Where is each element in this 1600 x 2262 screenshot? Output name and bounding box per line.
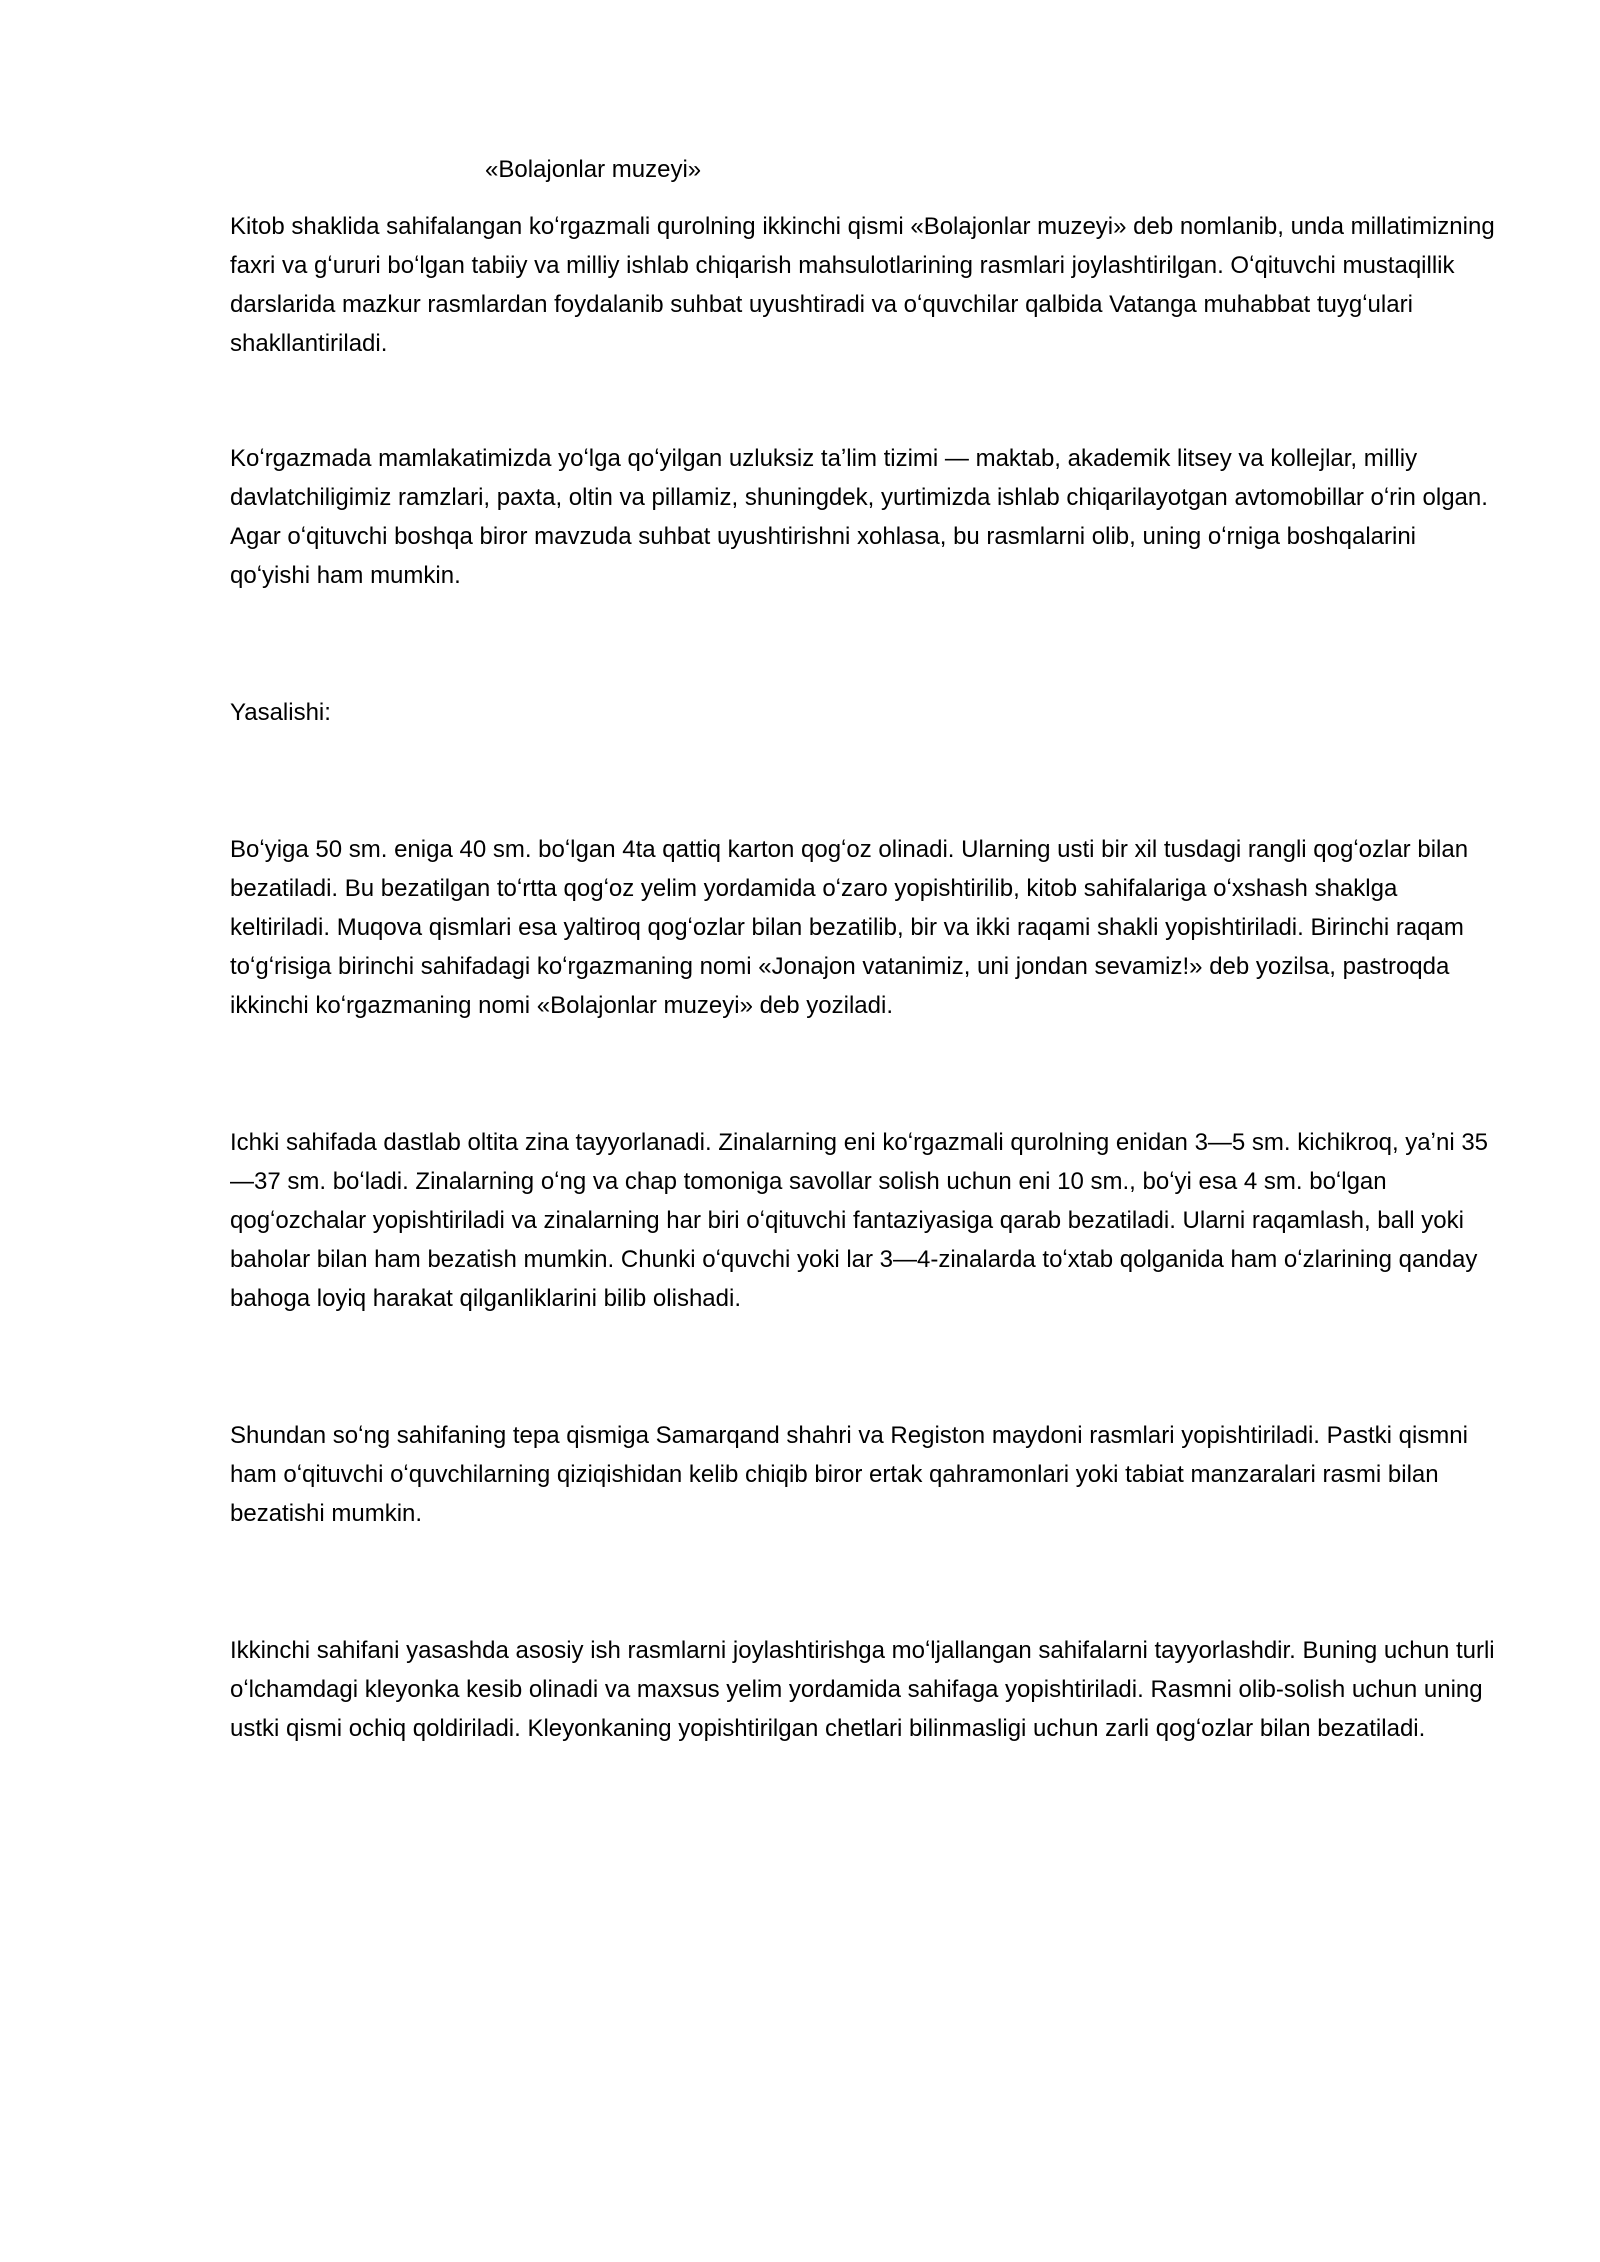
paragraph-top-section: Shundan soʻng sahifaning tepa qismiga Samarqand shahri va Registon maydoni rasmlari yopishtiriladi. Pastki qismni ham oʻqituvchi oʻquvchilarning qiziqishidan kelib chiqib biror ertak qahramonlari yoki tabiat manzaralari rasmi bilan bezatishi mumkin. [230, 1422, 1468, 1527]
paragraph-inner-page: Ichki sahifada dastlab oltita zina tayyorlanadi. Zinalarning eni koʻrgazmali qurolning enidan 3—5 sm. kichikroq, yaʼni 35—37 sm. boʻladi. Zinalarning oʻng va chap tomoniga savollar solish uchun eni 10 sm., boʻyi esa 4 sm. boʻlgan qogʻozchalar yopishtiriladi va zinalarning har biri oʻqituvchi fantaziyasiga qarab bezatiladi. Ularni raqamlash, ball yoki baholar bilan ham bezatish mumkin. Chunki oʻquvchi yoki lar 3—4-zinalarda toʻxtab qolganida ham oʻzlarining qanday bahoga loyiq harakat qilganliklarini bilib olishadi. [230, 1129, 1489, 1312]
document-body [230, 150, 1500, 1748]
document-title: «Bolajonlar muzeyi» [485, 156, 702, 183]
section-heading-yasalishi: Yasalishi: [230, 699, 331, 726]
paragraph-intro: Kitob shaklida sahifalangan koʻrgazmali qurolning ikkinchi qismi «Bolajonlar muzeyi» deb nomlanib, unda millatimizning faxri va gʻururi boʻlgan tabiiy va milliy ishlab chiqarish mahsulotlarining rasmlari joylashtirilgan. Oʻqituvchi mustaqillik darslarida mazkur rasmlardan foydalanib suhbat uyushtiradi va oʻquvchilar qalbida Vatanga muhabbat tuygʻulari shakllantiriladi. [230, 213, 1495, 357]
paragraph-second-page: Ikkinchi sahifani yasashda asosiy ish rasmlarni joylashtirishga moʻljallangan sahifalarni tayyorlashdir. Buning uchun turli oʻlchamdagi kleyonka kesib olinadi va maxsus yelim yordamida sahifaga yopishtiriladi. Rasmni olib-solish uchun uning ustki qismi ochiq qoldiriladi. Kleyonkaning yopishtirilgan chetlari bilinmasligi uchun zarli qogʻozlar bilan bezatiladi. [230, 1637, 1495, 1742]
paragraph-exhibit-content: Koʻrgazmada mamlakatimizda yoʻlga qoʻyilgan uzluksiz taʼlim tizimi — maktab, akademik litsey va kollejlar, milliy davlatchiligimiz ramzlari, paxta, oltin va pillamiz, shuningdek, yurtimizda ishlab chiqarilayotgan avtomobillar oʻrin olgan. Agar oʻqituvchi boshqa biror mavzuda suhbat uyushtirishni xohlasa, bu rasmlarni olib, uning oʻrniga boshqalarini qoʻyishi ham mumkin. [230, 445, 1488, 589]
paragraph-construction: Boʻyiga 50 sm. eniga 40 sm. boʻlgan 4ta qattiq karton qogʻoz olinadi. Ularning usti bir xil tusdagi rangli qogʻozlar bilan bezatiladi. Bu bezatilgan toʻrtta qogʻoz yelim yordamida oʻzaro yopishtirilib, kitob sahifalariga oʻxshash shaklga keltiriladi. Muqova qismlari esa yaltiroq qogʻozlar bilan bezatilib, bir va ikki raqami shakli yopishtiriladi. Birinchi raqam toʻgʻrisiga birinchi sahifadagi koʻrgazmaning nomi «Jonajon vatanimiz, uni jondan sevamiz!» deb yozilsa, pastroqda ikkinchi koʻrgazmaning nomi «Bolajonlar muzeyi» deb yoziladi. [230, 836, 1469, 1019]
